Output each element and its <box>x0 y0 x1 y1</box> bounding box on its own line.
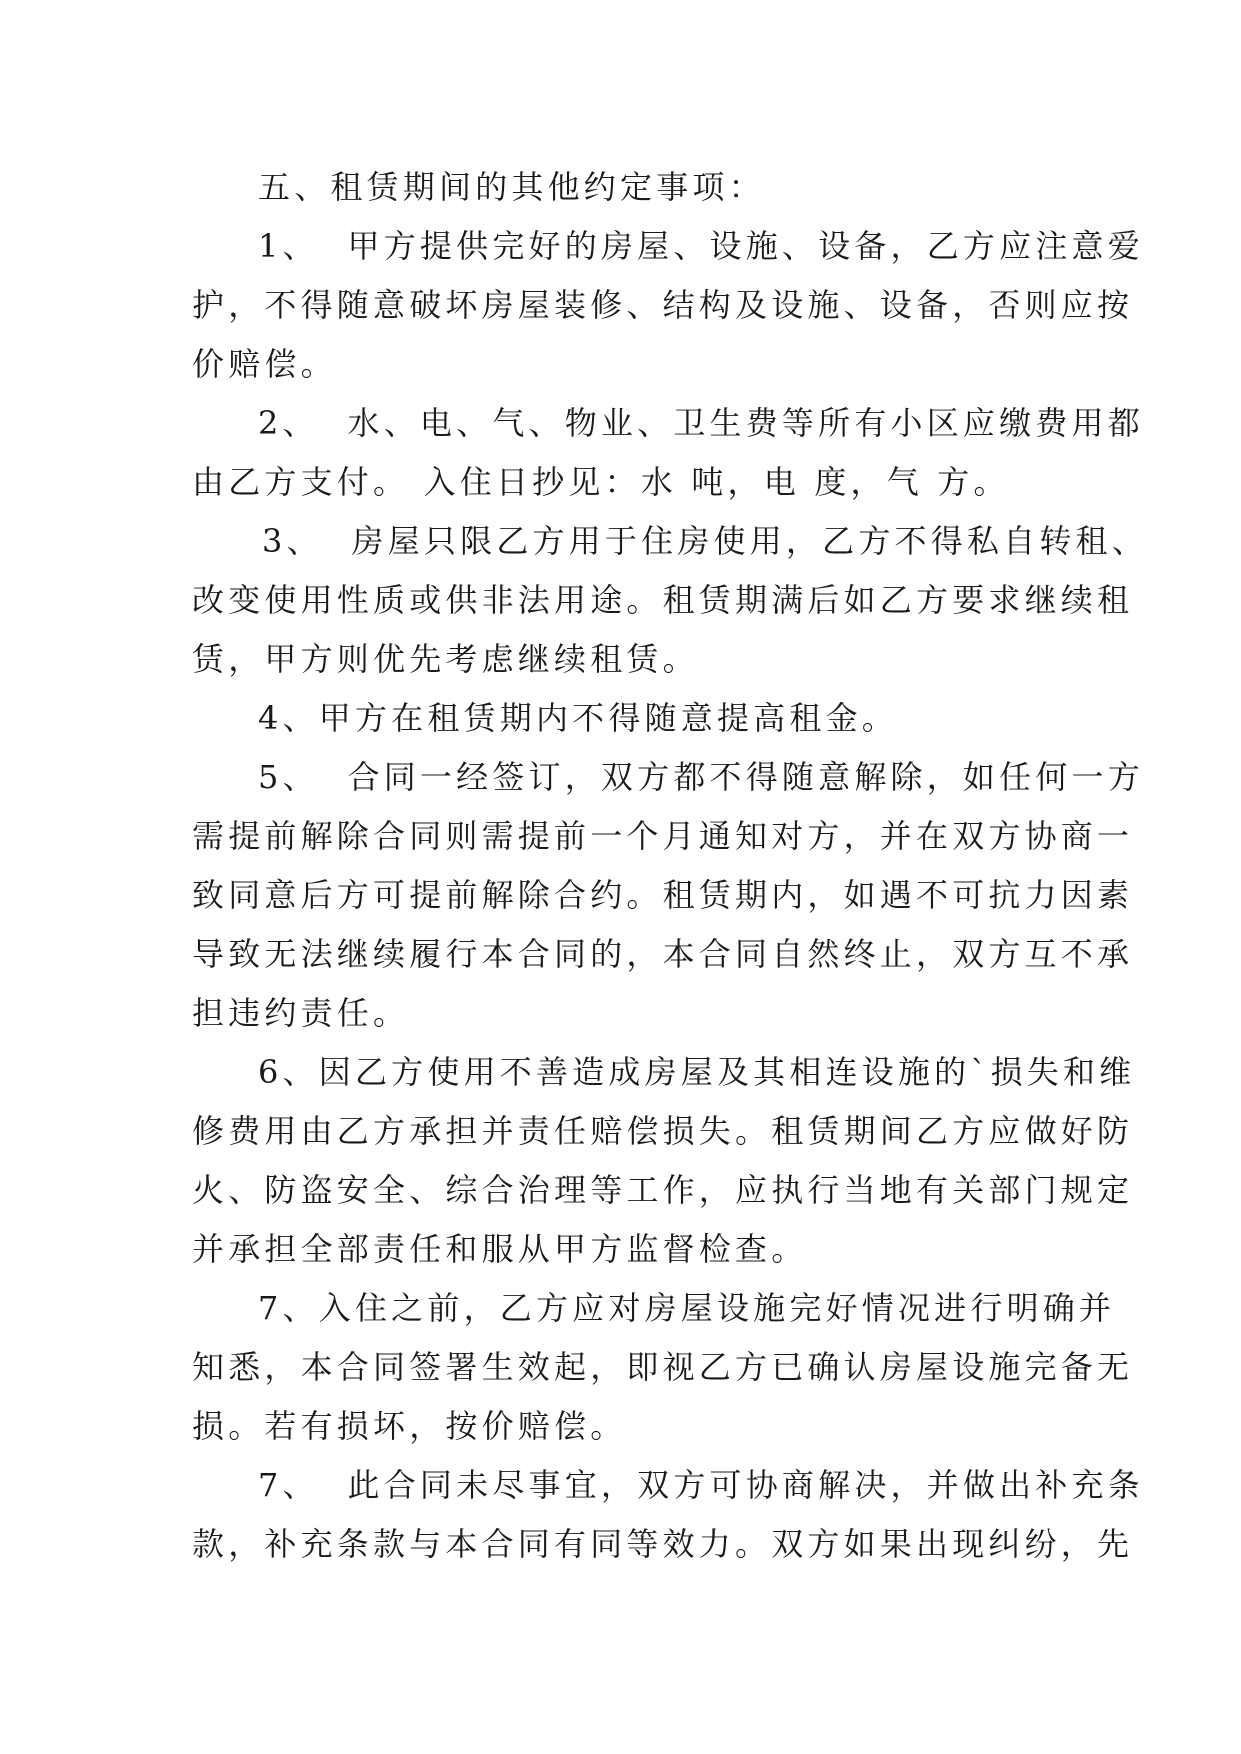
section-heading: 五、租赁期间的其他约定事项： <box>258 168 765 206</box>
clause-3-line-1: 房屋只限乙方用于住房使用，乙方不得私自转租、 <box>351 522 1148 560</box>
clause-5-line-5: 担违约责任。 <box>192 994 410 1032</box>
clause-3-line-3: 赁，甲方则优先考虑继续租赁。 <box>192 640 699 678</box>
clause-6-line-2: 修费用由乙方承担并责任赔偿损失。租赁期间乙方应做好防 <box>192 1112 1134 1150</box>
clause-7a-line-2: 知悉，本合同签署生效起，即视乙方已确认房屋设施完备无 <box>192 1348 1134 1386</box>
clause-6-number: 6、 <box>258 1053 319 1091</box>
clause-7a-line-3: 损。若有损坏，按价赔偿。 <box>192 1407 627 1445</box>
clause-2-line-2: 由乙方支付。 入住日抄见：水 吨，电 度，气 方。 <box>192 463 1010 501</box>
clause-1-line-1: 甲方提供完好的房屋、设施、设备，乙方应注意爱 <box>347 227 1144 265</box>
clause-3-line-2: 改变使用性质或供非法用途。租赁期满后如乙方要求继续租 <box>192 581 1134 619</box>
clause-5-first-line <box>258 757 1144 797</box>
clause-6-first-line <box>258 1052 1135 1092</box>
clause-7a-number: 7、 <box>258 1289 319 1327</box>
clause-7a-first-line <box>258 1288 1115 1328</box>
clause-6-line-4: 并承担全部责任和服从甲方监督检查。 <box>192 1230 808 1268</box>
clause-1-number: 1、 <box>258 227 319 265</box>
clause-6-line-3: 火、防盗安全、综合治理等工作，应执行当地有关部门规定 <box>192 1171 1134 1209</box>
clause-5-line-3: 致同意后方可提前解除合约。租赁期内，如遇不可抗力因素 <box>192 876 1134 914</box>
clause-7b-line-1: 此合同未尽事宜，双方可协商解决，并做出补充条 <box>347 1466 1144 1504</box>
clause-7a-line-1: 入住之前，乙方应对房屋设施完好情况进行明确并 <box>318 1289 1116 1327</box>
clause-3-number: 3、 <box>262 522 323 560</box>
clause-6-line-1: 因乙方使用不善造成房屋及其相连设施的`损失和维 <box>318 1053 1136 1091</box>
clause-2-line-1: 水、电、气、物业、卫生费等所有小区应缴费用都 <box>347 404 1144 442</box>
clause-5-line-4: 导致无法继续履行本合同的，本合同自然终止，双方互不承 <box>192 935 1134 973</box>
clause-2-number: 2、 <box>258 404 319 442</box>
clause-7b-first-line <box>258 1465 1144 1505</box>
clause-1-first-line <box>258 226 1144 266</box>
clause-5-line-2: 需提前解除合同则需提前一个月通知对方，并在双方协商一 <box>192 817 1134 855</box>
clause-2-first-line <box>258 403 1144 443</box>
clause-3-first-line <box>262 521 1148 561</box>
clause-7b-number: 7、 <box>258 1466 319 1504</box>
clause-7b-line-2: 款，补充条款与本合同有同等效力。双方如果出现纠纷，先 <box>192 1525 1134 1563</box>
clause-5-line-1: 合同一经签订，双方都不得随意解除，如任何一方 <box>347 758 1144 796</box>
clause-1-line-3: 价赔偿。 <box>192 345 337 383</box>
clause-1-line-2: 护，不得随意破坏房屋装修、结构及设施、设备，否则应按 <box>192 286 1134 324</box>
clause-4-first-line <box>258 698 898 738</box>
clause-4-number: 4、 <box>258 699 319 737</box>
clause-5-number: 5、 <box>258 758 319 796</box>
clause-4-line-1: 甲方在租赁期内不得随意提高租金。 <box>318 699 898 737</box>
